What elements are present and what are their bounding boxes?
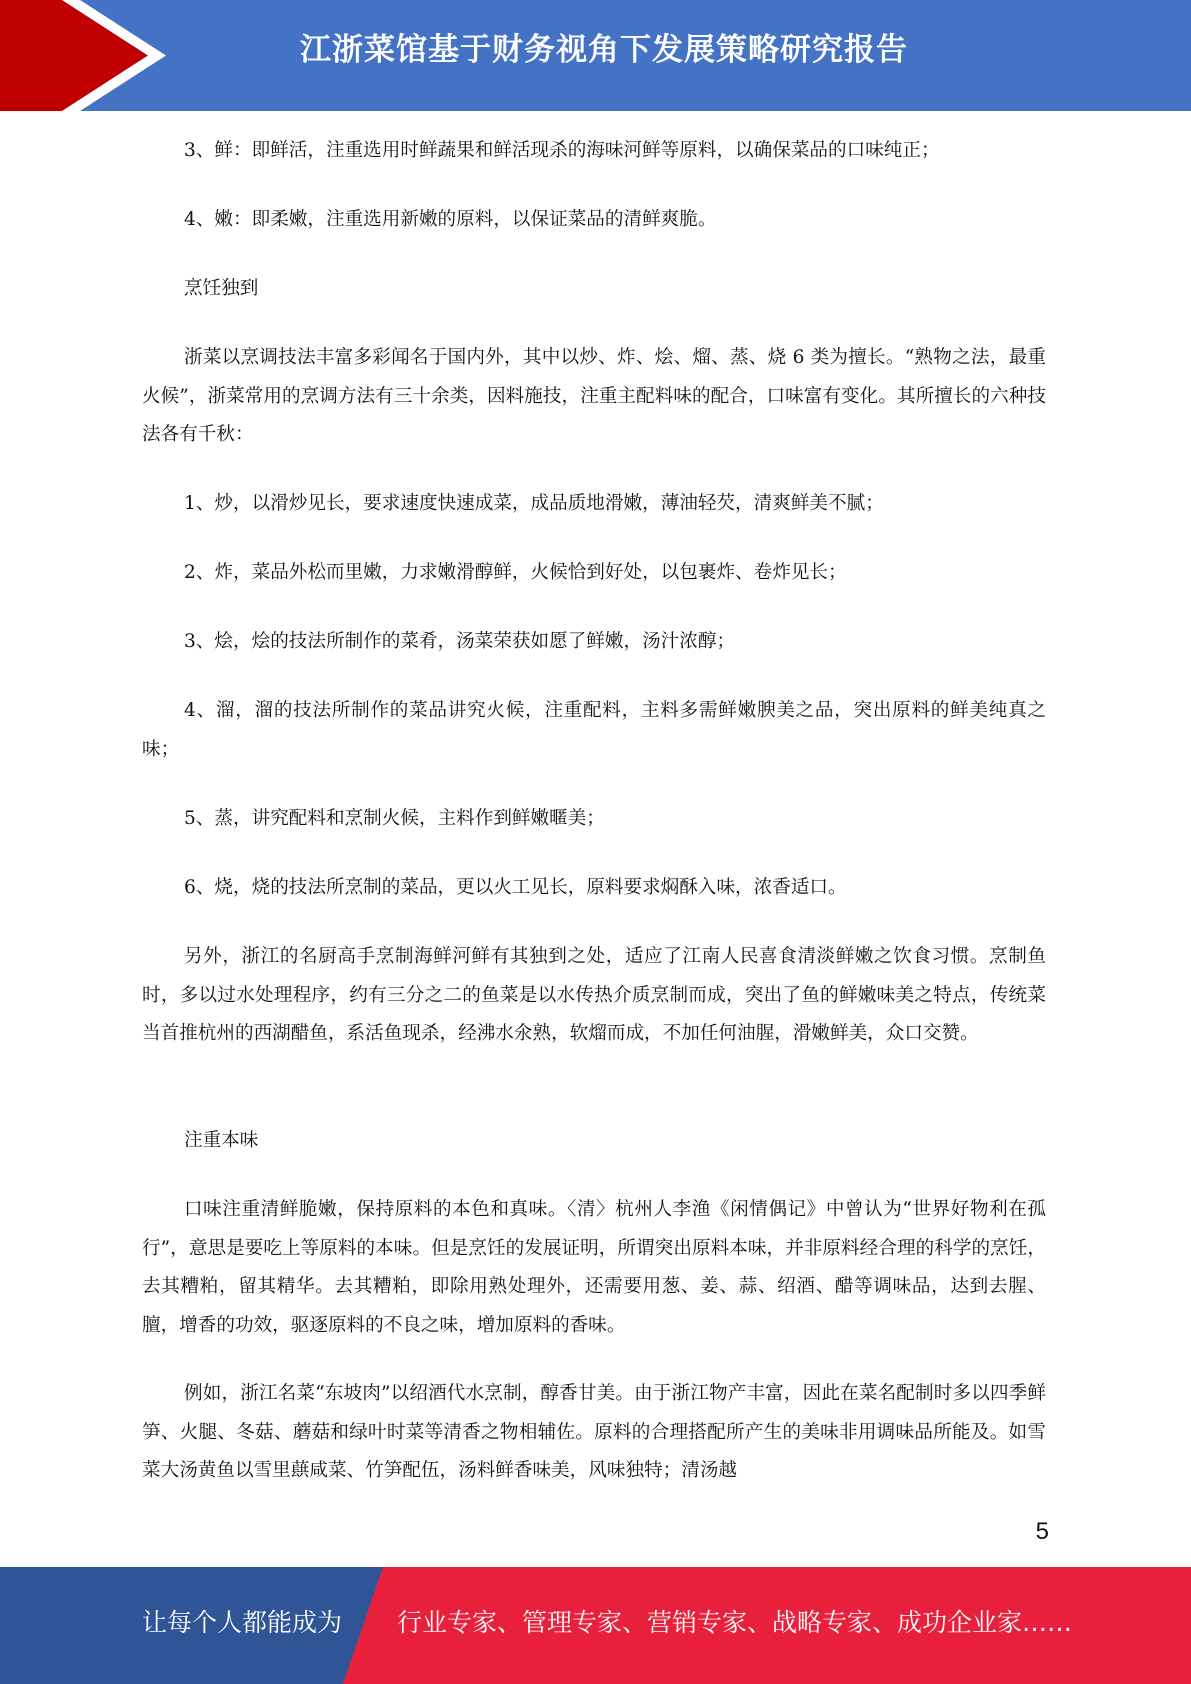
footer-slogan-right: 行业专家、管理专家、营销专家、战略专家、成功企业家……: [397, 1608, 1073, 1637]
paragraph: 浙菜以烹调技法丰富多彩闻名于国内外，其中以炒、炸、烩、熘、蒸、烧 6 类为擅长。“熟物之法，最重火候”，浙菜常用的烹调方法有三十余类，因料施技，注重主配料味的配合，口味富有变化。其所擅长的六种技法各有千秋：: [142, 347, 1046, 445]
paragraph: 1、炒，以滑炒见长，要求速度快速成菜，成品质地滑嫩，薄油轻芡，清爽鲜美不腻；: [184, 493, 884, 514]
paragraph: 另外，浙江的名厨高手烹制海鲜河鲜有其独到之处，适应了江南人民喜食清淡鲜嫩之饮食习惯。烹制鱼时，多以过水处理程序，约有三分之二的鱼菜是以水传热介质烹制而成，突出了鱼的鲜嫩味美之特点，传统菜当首推杭州的西湖醋鱼，系活鱼现杀，经沸水氽熟，软熘而成，不加任何油腥，滑嫩鲜美，众口交赞。: [142, 946, 1046, 1044]
page-footer: [0, 1567, 1191, 1684]
document-title: 江浙菜馆基于财务视角下发展策略研究报告: [300, 32, 908, 68]
paragraph: 6、烧，烧的技法所烹制的菜品，更以火工见长，原料要求焖酥入味，浓香适口。: [184, 877, 847, 898]
paragraph: 3、鲜：即鲜活，注重选用时鲜蔬果和鲜活现杀的海味河鲜等原料，以确保菜品的口味纯正；: [184, 140, 940, 161]
paragraph: 口味注重清鲜脆嫩，保持原料的本色和真味。〈清〉杭州人李渔《闲情偶记》中曾认为“世界好物利在孤行”，意思是要吃上等原料的本味。但是烹饪的发展证明，所谓突出原料本味，并非原料经合理的科学的烹饪，去其糟粕，留其精华。去其糟粕，即除用熟处理外，还需要用葱、姜、蒜、绍酒、醋等调味品，达到去腥、膻，增香的功效，驱逐原料的不良之味，增加原料的香味。: [142, 1199, 1046, 1336]
paragraph: 2、炸，菜品外松而里嫩，力求嫩滑醇鲜，火候恰到好处，以包裹炸、卷炸见长；: [184, 562, 847, 583]
page-number: 5: [1035, 1518, 1049, 1545]
paragraph: 5、蒸，讲究配料和烹制火候，主料作到鲜嫩暱美；: [184, 808, 605, 829]
section-heading: 注重本味: [184, 1130, 259, 1151]
footer-slogan-left: 让每个人都能成为: [142, 1608, 343, 1637]
paragraph: 4、嫩：即柔嫩，注重选用新嫩的原料，以保证菜品的清鲜爽脆。: [184, 209, 717, 230]
paragraph: 例如，浙江名菜“东坡肉”以绍酒代水烹制，醇香甘美。由于浙江物产丰富，因此在菜名配制时多以四季鲜笋、火腿、冬菇、蘑菇和绿叶时菜等清香之物相辅佐。原料的合理搭配所产生的美味非用调味品所能及。如雪菜大汤黄鱼以雪里蕻咸菜、竹笋配伍，汤料鲜香味美，风味独特；清汤越: [142, 1383, 1046, 1481]
section-heading: 烹饪独到: [184, 278, 259, 299]
paragraph: 3、烩，烩的技法所制作的菜肴，汤菜荣获如愿了鲜嫩，汤汁浓醇；: [184, 631, 736, 652]
page-header: [0, 0, 1191, 111]
paragraph: 4、溜，溜的技法所制作的菜品讲究火候，注重配料，主料多需鲜嫩腴美之品，突出原料的鲜美纯真之味；: [142, 700, 1046, 760]
